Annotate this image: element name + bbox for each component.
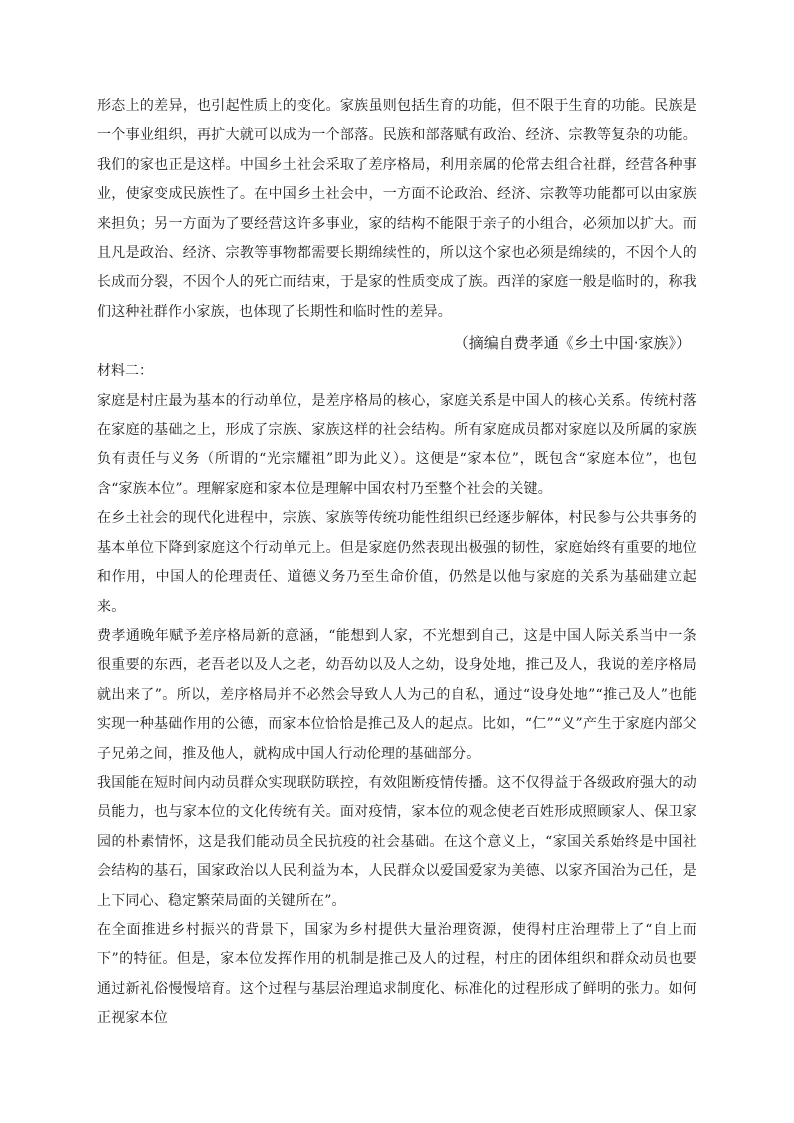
paragraph: 家庭是村庄最为基本的行动单位，是差序格局的核心，家庭关系是中国人的核心关系。传统村落在家庭的基础之上，形成了宗族、家族这样的社会结构。所有家庭成员都对家庭以及所属的家族负有责任与义务（所谓的“光宗耀祖”即为此义）。这便是“家本位”，既包含“家庭本位”，也包含“家族本位”。理解家庭和家本位是理解中国农村乃至整个社会的关键。	[97, 392, 697, 497]
source-citation: （摘编自费孝通《乡土中国·家族》）	[453, 334, 691, 353]
paragraph: 在全面推进乡村振兴的背景下，国家为乡村提供大量治理资源，使得村庄治理带上了“自上而下”的特征。但是，家本位发挥作用的机制是推己及人的过程，村庄的团体组织和群众动员也要通过新礼俗慢慢培育。这个过程与基层治理追求制度化、标准化的过程形成了鲜明的张力。如何正视家本位	[97, 921, 697, 1027]
paragraph: 费孝通晚年赋予差序格局新的意涵，“能想到人家，不光想到自己，这是中国人际关系当中一条很重要的东西，老吾老以及人之老，幼吾幼以及人之幼，设身处地，推己及人，我说的差序格局就出来了”。所以，差序格局并不必然会导致人人为己的自私，通过“设身处地”“推己及人”也能实现一种基础作用的公德，而家本位恰恰是推己及人的起点。比如，“仁”“义”产生于家庭内部父子兄弟之间，推及他人，就构成中国人行动伦理的基础部分。	[97, 627, 697, 762]
paragraph: 我国能在短时间内动员群众实现联防联控，有效阻断疫情传播。这不仅得益于各级政府强大的动员能力，也与家本位的文化传统有关。面对疫情，家本位的观念使老百姓形成照顾家人、保卫家园的朴素情怀，这是我们能动员全民抗疫的社会基础。在这个意义上，“家国关系始终是中国社会结构的基石，国家政治以人民利益为本，人民群众以爱国爱家为美德、以家齐国治为己任，是上下同心、稳定繁荣局面的关键所在”。	[97, 774, 697, 909]
section-heading-material2: 材料二：	[97, 363, 153, 380]
paragraph-material1-end: 形态上的差异，也引起性质上的变化。家族虽则包括生育的功能，但不限于生育的功能。民族是一个事业组织，再扩大就可以成为一个部落。民族和部落赋有政治、经济、宗教等复杂的功能。我们的家也正是这样。中国乡土社会采取了差序格局，利用亲属的伦常去组合社群，经营各种事业，使家变成民族性了。在中国乡土社会中，一方面不论政治、经济、宗教等功能都可以由家族来担负；另一方面为了要经营这许多事业，家的结构不能限于亲子的小组合，必须加以扩大。而且凡是政治、经济、宗教等事物都需要长期绵续性的，所以这个家也必须是绵续的，不因个人的长成而分裂，不因个人的死亡而结束，于是家的性质变成了族。西洋的家庭一般是临时的，称我们这种社群作小家族，也体现了长期性和临时性的差异。	[97, 98, 697, 320]
document-page	[97, 92, 697, 1034]
paragraph: 在乡土社会的现代化进程中，宗族、家族等传统功能性组织已经逐步解体，村民参与公共事务的基本单位下降到家庭这个行动单元上。但是家庭仍然表现出极强的韧性，家庭始终有重要的地位和作用，中国人的伦理责任、道德义务乃至生命价值，仍然是以他与家庭的关系为基础建立起来。	[97, 510, 697, 615]
